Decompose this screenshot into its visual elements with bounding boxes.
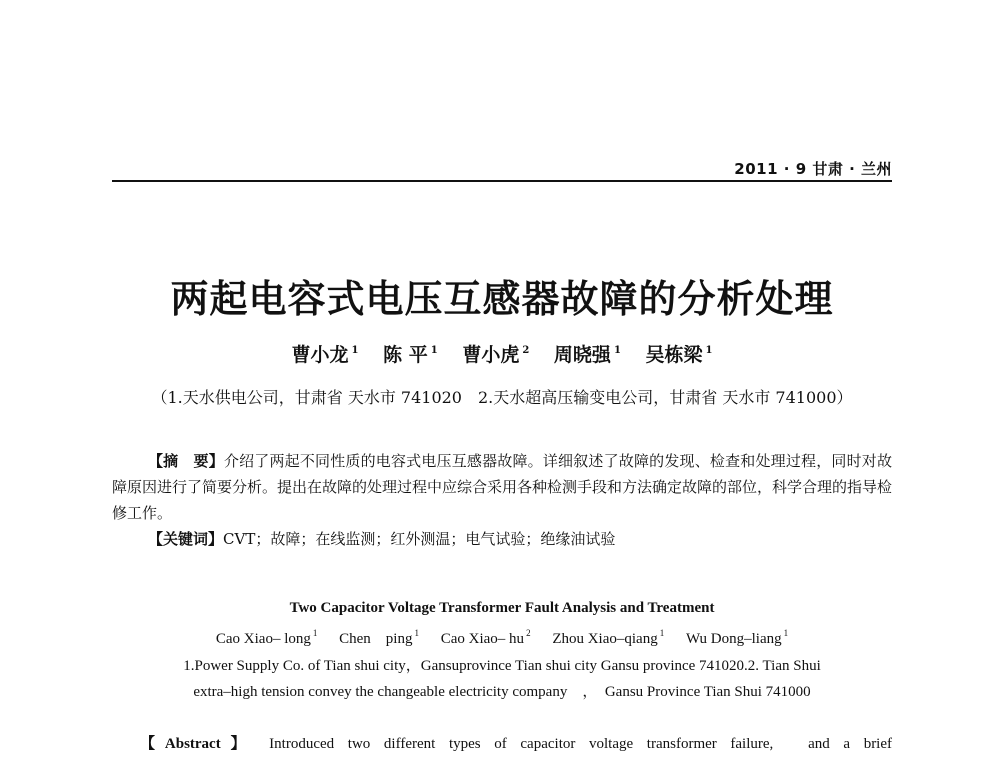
header-rule: [112, 180, 892, 182]
affiliation-en-line-2: extra–high tension convey the changeable electricity company ， Gansu Province Tian Shui 741000: [193, 684, 811, 700]
author-list-en: [112, 627, 892, 648]
paper-title: 两起电容式电压互感器故障的分析处理: [170, 276, 834, 321]
author-cn: 曹小虎 $^2$: [462, 344, 530, 366]
journal-header: 2011 · 9 甘肃 · 兰州: [734, 160, 892, 178]
keywords-cn-label: 【关键词】: [148, 530, 224, 548]
affiliation-cn: （1.天水供电公司，甘肃省 天水市 741020 2.天水超高压输变电公司，甘肃省 天水市 741000）: [151, 388, 853, 407]
abstract-en: [140, 732, 892, 753]
author-en: Chen ping $^1$: [339, 628, 419, 647]
keywords-cn: [112, 526, 892, 552]
abstract-en-label: 【Abstract】: [140, 736, 256, 752]
author-en: Cao Xiao– hu $^2$: [440, 628, 531, 647]
keywords-cn-text: CVT；故障；在线监测；红外测温；电气试验；绝缘油试验: [223, 530, 616, 548]
author-cn: 周晓强 $^1$: [553, 344, 621, 366]
author-en: Cao Xiao– long $^1$: [215, 628, 318, 647]
abstract-en-text: Introduced two different types of capacitor voltage transformer failure, and a brief: [269, 736, 893, 752]
abstract-cn: [112, 448, 892, 526]
author-cn: 吴栋梁 $^1$: [645, 344, 713, 366]
author-en: Zhou Xiao–qiang $^1$: [552, 628, 665, 647]
affiliation-en-line-1: 1.Power Supply Co. of Tian shui city，Gansuprovince Tian shui city Gansu province 741020.2. Tian Shui: [183, 658, 821, 674]
paper-title-en: Two Capacitor Voltage Transformer Fault Analysis and Treatment: [289, 600, 715, 616]
author-cn: 陈 平 $^1$: [383, 344, 438, 366]
author-list-cn: [112, 340, 892, 367]
author-en: Wu Dong–liang $^1$: [685, 628, 789, 647]
abstract-cn-label: 【摘 要】: [148, 452, 224, 470]
author-cn: 曹小龙 $^1$: [291, 344, 359, 366]
abstract-cn-text: 介绍了两起不同性质的电容式电压互感器故障。详细叙述了故障的发现、检查和处理过程，同时对故障原因进行了简要分析。提出在故障的处理过程中应综合采用各种检测手段和方法确定故障的部位，科学合理的指导检修工作。: [112, 452, 893, 522]
